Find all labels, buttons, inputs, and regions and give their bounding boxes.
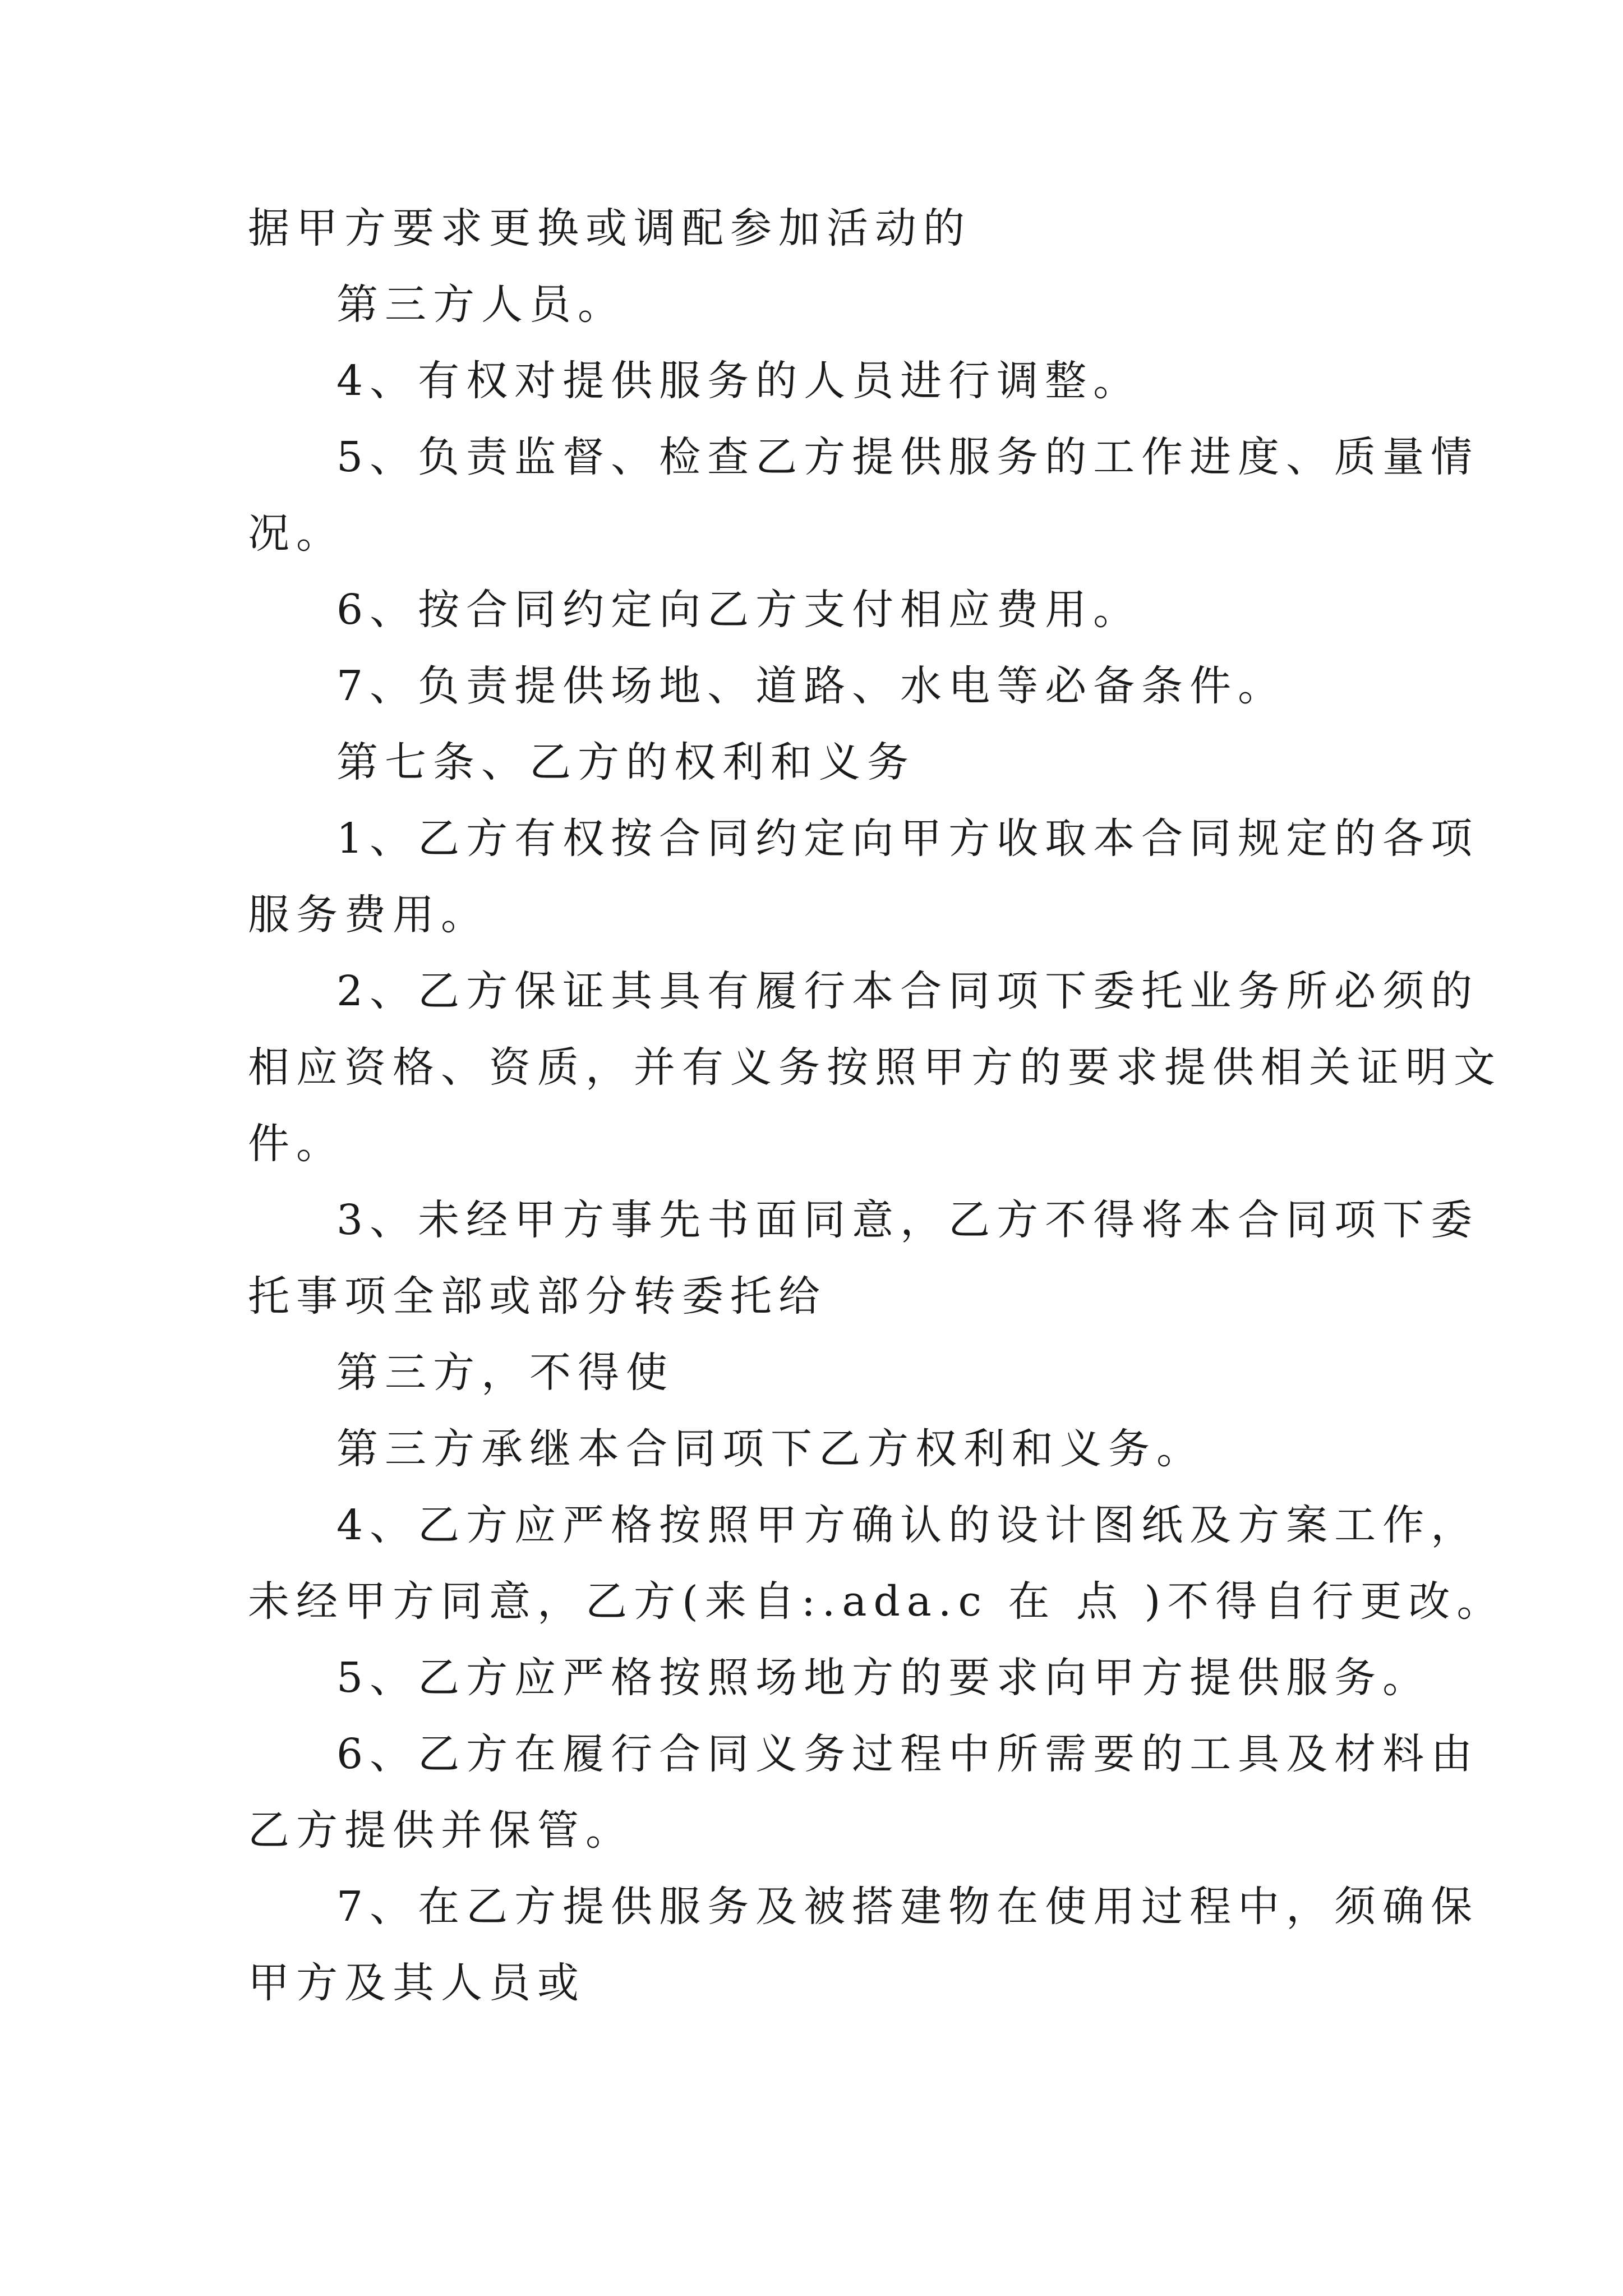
text-line: 6、乙方在履行合同义务过程中所需要的工具及材料由 bbox=[336, 1730, 1479, 1778]
text-line: 托事项全部或部分转委托给 bbox=[248, 1272, 827, 1320]
text-line: 第三方承继本合同项下乙方权利和义务。 bbox=[336, 1425, 1205, 1473]
text-line: 未经甲方同意，乙方(来自:.ada.c 在 点 )不得自行更改。 bbox=[248, 1577, 1505, 1626]
text-line: 乙方提供并保管。 bbox=[248, 1806, 634, 1855]
text-line: 5、乙方应严格按照场地方的要求向甲方提供服务。 bbox=[336, 1654, 1431, 1702]
text-line: 第三方，不得使 bbox=[336, 1349, 674, 1397]
text-line: 甲方及其人员或 bbox=[248, 1959, 585, 2007]
text-line: 7、负责提供场地、道路、水电等必备条件。 bbox=[336, 662, 1287, 710]
text-line: 相应资格、资质，并有义务按照甲方的要求提供相关证明文 bbox=[248, 1043, 1502, 1092]
text-line: 据甲方要求更换或调配参加活动的 bbox=[248, 204, 971, 252]
text-line: 第三方人员。 bbox=[336, 280, 626, 329]
text-line: 5、负责监督、检查乙方提供服务的工作进度、质量情 bbox=[336, 433, 1479, 481]
text-line: 1、乙方有权按合同约定向甲方收取本合同规定的各项 bbox=[336, 815, 1479, 863]
text-line: 3、未经甲方事先书面同意，乙方不得将本合同项下委 bbox=[336, 1196, 1479, 1244]
text-line: 第七条、乙方的权利和义务 bbox=[336, 738, 915, 786]
text-line: 7、在乙方提供服务及被搭建物在使用过程中，须确保 bbox=[336, 1883, 1479, 1931]
text-line: 件。 bbox=[248, 1120, 344, 1168]
document-body bbox=[248, 204, 1505, 2039]
text-line: 服务费用。 bbox=[248, 891, 489, 939]
text-line: 6、按合同约定向乙方支付相应费用。 bbox=[336, 586, 1142, 634]
text-line: 2、乙方保证其具有履行本合同项下委托业务所必须的 bbox=[336, 967, 1479, 1015]
text-line: 4、乙方应严格按照甲方确认的设计图纸及方案工作， bbox=[336, 1501, 1479, 1549]
text-line: 况。 bbox=[248, 509, 344, 558]
text-line: 4、有权对提供服务的人员进行调整。 bbox=[336, 357, 1142, 405]
